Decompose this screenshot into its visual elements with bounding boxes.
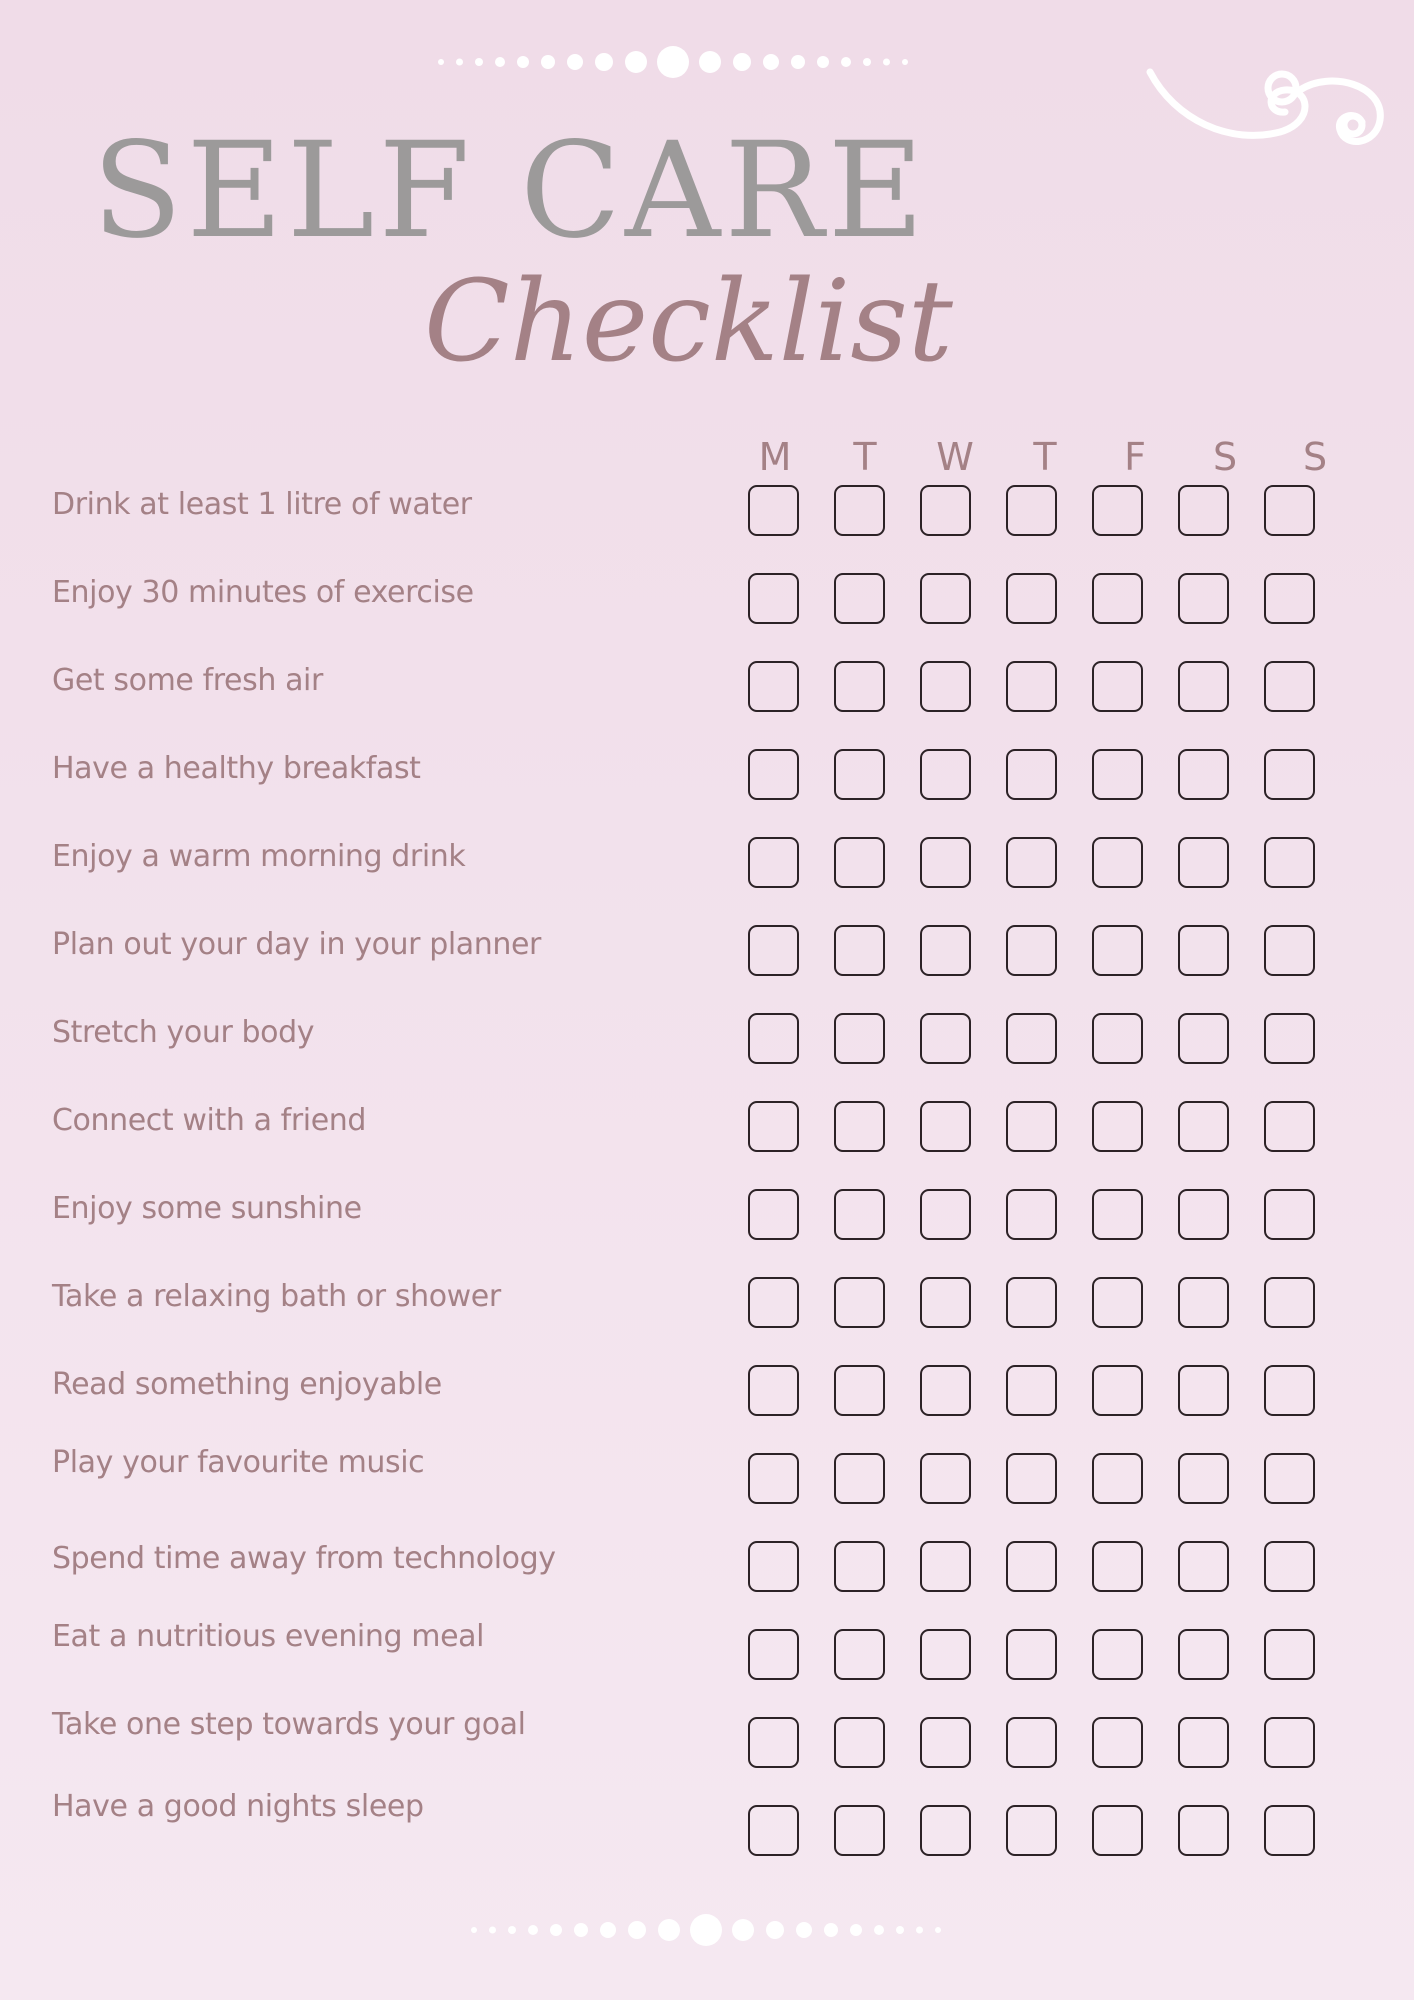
ornament-dot [874, 1925, 884, 1935]
task-row [0, 1277, 1414, 1339]
task-label: Eat a nutritious evening meal [52, 1619, 485, 1654]
weekday-label: F [1124, 435, 1146, 479]
day-checkbox[interactable] [1264, 1541, 1315, 1592]
day-checkbox[interactable] [748, 1717, 799, 1768]
day-checkbox[interactable] [748, 1189, 799, 1240]
day-checkbox[interactable] [748, 573, 799, 624]
day-checkbox[interactable] [1092, 749, 1143, 800]
task-row [0, 661, 1414, 723]
day-checkbox[interactable] [834, 573, 885, 624]
day-checkbox[interactable] [1264, 1189, 1315, 1240]
day-checkbox[interactable] [1264, 1013, 1315, 1064]
day-checkbox[interactable] [748, 1453, 799, 1504]
ornament-dot [841, 57, 851, 67]
task-label: Take one step towards your goal [52, 1707, 526, 1742]
day-checkbox[interactable] [834, 661, 885, 712]
day-checkbox[interactable] [1264, 1365, 1315, 1416]
day-checkbox[interactable] [834, 1541, 885, 1592]
task-row [0, 1445, 1414, 1515]
day-checkbox[interactable] [1006, 661, 1057, 712]
day-checkbox[interactable] [1178, 1189, 1229, 1240]
ornament-dot [732, 1919, 754, 1941]
day-checkbox[interactable] [1006, 1629, 1057, 1680]
day-checkbox[interactable] [1178, 1365, 1229, 1416]
checkbox-group [748, 1717, 1315, 1768]
day-checkbox[interactable] [1006, 485, 1057, 536]
weekday-label: W [936, 435, 974, 479]
ornament-dot [475, 58, 483, 66]
ornament-dot [508, 1926, 516, 1934]
task-label: Take a relaxing bath or shower [52, 1279, 501, 1314]
day-checkbox[interactable] [834, 925, 885, 976]
day-checkbox[interactable] [1092, 925, 1143, 976]
day-checkbox[interactable] [1264, 661, 1315, 712]
day-checkbox[interactable] [1178, 1277, 1229, 1328]
weekday-label: T [1033, 435, 1057, 479]
day-checkbox[interactable] [1092, 1541, 1143, 1592]
day-checkbox[interactable] [1092, 1277, 1143, 1328]
day-checkbox[interactable] [1092, 837, 1143, 888]
day-checkbox[interactable] [834, 485, 885, 536]
day-checkbox[interactable] [920, 485, 971, 536]
weekday-label: S [1302, 435, 1328, 479]
task-label: Plan out your day in your planner [52, 927, 541, 962]
task-label: Read something enjoyable [52, 1367, 442, 1402]
page-title: SELF CARE [92, 114, 929, 268]
day-checkbox[interactable] [920, 1541, 971, 1592]
day-checkbox[interactable] [920, 749, 971, 800]
ornament-dot [438, 59, 444, 65]
checkbox-group [748, 1013, 1315, 1064]
task-row [0, 1101, 1414, 1163]
ornament-dot [495, 57, 505, 67]
day-checkbox[interactable] [1178, 1629, 1229, 1680]
day-checkbox[interactable] [920, 1717, 971, 1768]
day-checkbox[interactable] [1092, 1717, 1143, 1768]
day-checkbox[interactable] [1006, 1717, 1057, 1768]
day-checkbox[interactable] [1178, 1717, 1229, 1768]
ornament-dot [517, 56, 529, 68]
ornament-dot [574, 1923, 588, 1937]
day-checkbox[interactable] [1264, 749, 1315, 800]
day-checkbox[interactable] [748, 1013, 799, 1064]
day-checkbox[interactable] [1178, 925, 1229, 976]
ornament-dot [628, 1921, 646, 1939]
day-checkbox[interactable] [834, 1101, 885, 1152]
task-row [0, 1365, 1414, 1427]
day-checkbox[interactable] [1264, 573, 1315, 624]
day-checkbox[interactable] [1092, 485, 1143, 536]
task-row [0, 749, 1414, 811]
checkbox-group [748, 1541, 1315, 1592]
day-checkbox[interactable] [1264, 485, 1315, 536]
day-checkbox[interactable] [1092, 1101, 1143, 1152]
ornament-dot [883, 59, 890, 66]
ornament-dot [600, 1922, 616, 1938]
day-checkbox[interactable] [748, 1805, 799, 1856]
checkbox-group [748, 485, 1315, 536]
day-checkbox[interactable] [748, 837, 799, 888]
day-checkbox[interactable] [748, 661, 799, 712]
day-checkbox[interactable] [1006, 1805, 1057, 1856]
day-checkbox[interactable] [1006, 1541, 1057, 1592]
day-checkbox[interactable] [1006, 1365, 1057, 1416]
day-checkbox[interactable] [834, 1805, 885, 1856]
day-checkbox[interactable] [834, 1013, 885, 1064]
day-checkbox[interactable] [1264, 1717, 1315, 1768]
ornament-dot [528, 1925, 538, 1935]
ornament-dot [471, 1927, 477, 1933]
ornament-dot [733, 53, 751, 71]
day-checkbox[interactable] [834, 1277, 885, 1328]
task-row [0, 573, 1414, 635]
day-checkbox[interactable] [920, 1013, 971, 1064]
ornament-dot [791, 55, 805, 69]
day-checkbox[interactable] [1178, 749, 1229, 800]
day-checkbox[interactable] [1006, 749, 1057, 800]
checkbox-group [748, 1453, 1315, 1504]
task-label: Enjoy some sunshine [52, 1191, 362, 1226]
ornament-dot [541, 55, 555, 69]
ornament-dot [567, 54, 583, 70]
day-checkbox[interactable] [748, 1277, 799, 1328]
day-checkbox[interactable] [1092, 1365, 1143, 1416]
ornament-dot [916, 1927, 923, 1934]
day-checkbox[interactable] [748, 1101, 799, 1152]
ornament-dot [625, 51, 647, 73]
day-checkbox[interactable] [1178, 1013, 1229, 1064]
day-checkbox[interactable] [920, 1277, 971, 1328]
day-checkbox[interactable] [920, 925, 971, 976]
ornament-dot [766, 1921, 784, 1939]
day-checkbox[interactable] [748, 1541, 799, 1592]
day-checkbox[interactable] [920, 1189, 971, 1240]
ornament-dot [935, 1927, 941, 1933]
task-label: Spend time away from technology [52, 1541, 556, 1576]
ornament-dot [824, 1923, 838, 1937]
ornament-dot [796, 1922, 812, 1938]
checkbox-group [748, 1189, 1315, 1240]
day-checkbox[interactable] [834, 1717, 885, 1768]
checkbox-group [748, 925, 1315, 976]
day-checkbox[interactable] [748, 925, 799, 976]
ornament-dot [657, 46, 689, 78]
day-checkbox[interactable] [1006, 1101, 1057, 1152]
day-checkbox[interactable] [1264, 1277, 1315, 1328]
day-checkbox[interactable] [920, 1365, 971, 1416]
day-checkbox[interactable] [920, 1629, 971, 1680]
day-checkbox[interactable] [1006, 837, 1057, 888]
day-checkbox[interactable] [1006, 1013, 1057, 1064]
task-label: Drink at least 1 litre of water [52, 487, 472, 522]
weekday-header [730, 432, 1360, 482]
day-checkbox[interactable] [748, 485, 799, 536]
day-checkbox[interactable] [1178, 573, 1229, 624]
day-checkbox[interactable] [1006, 1277, 1057, 1328]
day-checkbox[interactable] [834, 1365, 885, 1416]
day-checkbox[interactable] [1264, 837, 1315, 888]
checkbox-group [748, 661, 1315, 712]
day-checkbox[interactable] [1264, 1101, 1315, 1152]
day-checkbox[interactable] [1092, 573, 1143, 624]
day-checkbox[interactable] [920, 661, 971, 712]
day-checkbox[interactable] [1092, 661, 1143, 712]
day-checkbox[interactable] [920, 573, 971, 624]
task-label: Enjoy a warm morning drink [52, 839, 466, 874]
task-row [0, 1789, 1414, 1867]
ornament-dot [550, 1924, 562, 1936]
day-checkbox[interactable] [1178, 1101, 1229, 1152]
day-checkbox[interactable] [1178, 1541, 1229, 1592]
day-checkbox[interactable] [1178, 485, 1229, 536]
checkbox-group [748, 749, 1315, 800]
day-checkbox[interactable] [920, 1453, 971, 1504]
day-checkbox[interactable] [1178, 661, 1229, 712]
task-row [0, 1707, 1414, 1779]
day-checkbox[interactable] [1092, 1629, 1143, 1680]
ornament-dot [902, 59, 908, 65]
day-checkbox[interactable] [1264, 1805, 1315, 1856]
day-checkbox[interactable] [834, 1189, 885, 1240]
ornament-dot [658, 1919, 680, 1941]
day-checkbox[interactable] [1178, 837, 1229, 888]
task-row [0, 1541, 1414, 1603]
day-checkbox[interactable] [748, 749, 799, 800]
day-checkbox[interactable] [920, 1805, 971, 1856]
task-label: Connect with a friend [52, 1103, 367, 1138]
day-checkbox[interactable] [834, 749, 885, 800]
ornament-dot [690, 1914, 722, 1946]
day-checkbox[interactable] [1092, 1013, 1143, 1064]
weekday-label: S [1212, 435, 1238, 479]
task-row [0, 1189, 1414, 1251]
task-label: Have a good nights sleep [52, 1789, 424, 1824]
checkbox-group [748, 1365, 1315, 1416]
ornament-dot [456, 59, 463, 66]
ornament-dot [863, 58, 871, 66]
day-checkbox[interactable] [1006, 1189, 1057, 1240]
day-checkbox[interactable] [834, 1453, 885, 1504]
day-checkbox[interactable] [834, 837, 885, 888]
day-checkbox[interactable] [748, 1365, 799, 1416]
task-row [0, 1619, 1414, 1691]
checkbox-group [748, 1277, 1315, 1328]
bottom-dot-divider-icon [0, 1910, 1414, 1950]
day-checkbox[interactable] [1264, 925, 1315, 976]
ornament-dot [896, 1926, 904, 1934]
day-checkbox[interactable] [748, 1629, 799, 1680]
day-checkbox[interactable] [1178, 1805, 1229, 1856]
weekday-label: T [853, 435, 877, 479]
checkbox-group [748, 1629, 1315, 1680]
weekday-label: M [758, 435, 792, 479]
day-checkbox[interactable] [1092, 1453, 1143, 1504]
day-checkbox[interactable] [1092, 1805, 1143, 1856]
day-checkbox[interactable] [1092, 1189, 1143, 1240]
day-checkbox[interactable] [1006, 573, 1057, 624]
task-label: Have a healthy breakfast [52, 751, 421, 786]
day-checkbox[interactable] [1006, 1453, 1057, 1504]
ornament-dot [489, 1927, 496, 1934]
task-label: Get some fresh air [52, 663, 323, 698]
task-row [0, 485, 1414, 547]
ornament-dot [763, 54, 779, 70]
checkbox-group [748, 1101, 1315, 1152]
day-checkbox[interactable] [1178, 1453, 1229, 1504]
swirl-icon [1140, 50, 1400, 160]
checkbox-group [748, 573, 1315, 624]
checkbox-group [748, 1805, 1315, 1856]
task-row [0, 1013, 1414, 1075]
day-checkbox[interactable] [834, 1629, 885, 1680]
subtitle-text: Checklist [424, 258, 953, 387]
ornament-dot [850, 1924, 862, 1936]
task-row [0, 925, 1414, 987]
task-label: Play your favourite music [52, 1445, 425, 1480]
day-checkbox[interactable] [1006, 925, 1057, 976]
day-checkbox[interactable] [1264, 1629, 1315, 1680]
task-label: Stretch your body [52, 1015, 315, 1050]
day-checkbox[interactable] [920, 1101, 971, 1152]
day-checkbox[interactable] [1264, 1453, 1315, 1504]
ornament-dot [817, 56, 829, 68]
ornament-dot [595, 53, 613, 71]
task-row [0, 837, 1414, 899]
task-label: Enjoy 30 minutes of exercise [52, 575, 474, 610]
day-checkbox[interactable] [920, 837, 971, 888]
ornament-dot [699, 51, 721, 73]
checkbox-group [748, 837, 1315, 888]
page-subtitle [420, 258, 1040, 388]
